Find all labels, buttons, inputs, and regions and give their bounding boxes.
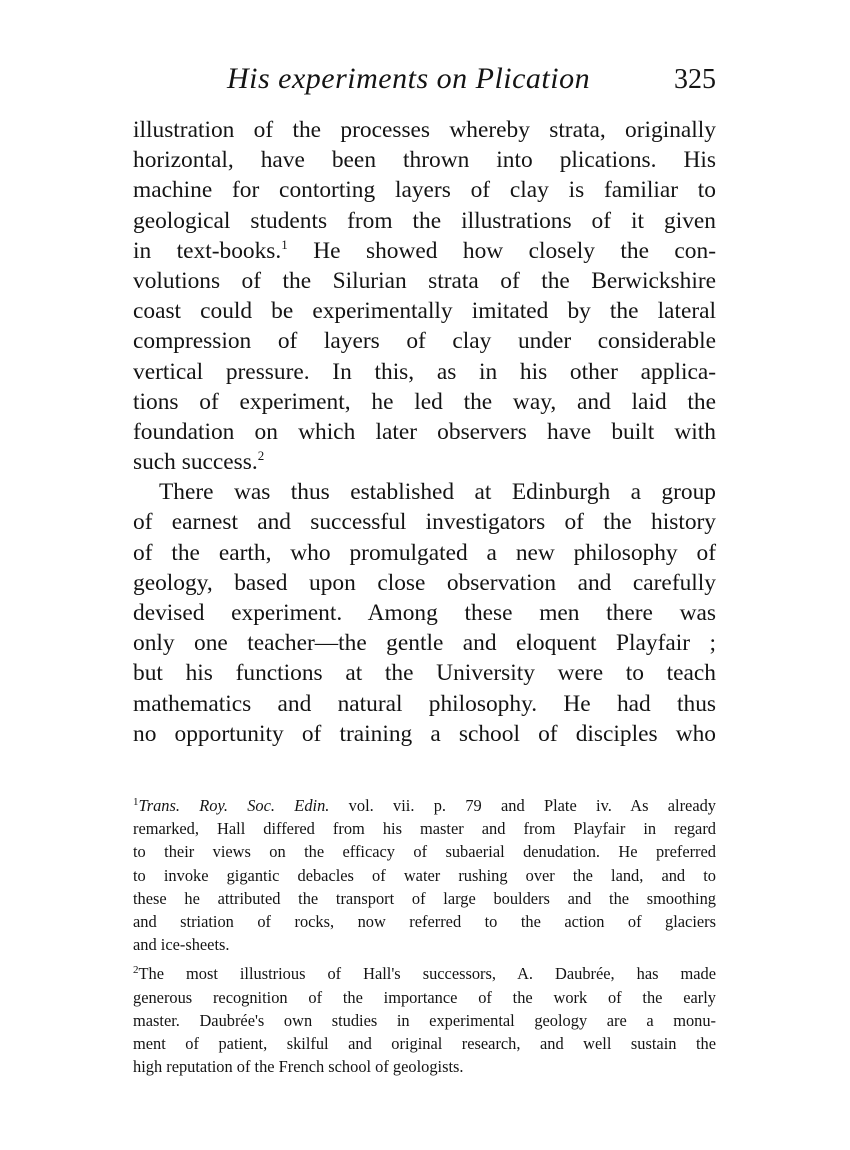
running-head <box>133 62 716 102</box>
footnote-line <box>133 794 716 817</box>
footnote-line: these he attributed the transport of large boulders and the smoothing <box>133 888 716 908</box>
footnote-citation: Trans. Roy. Soc. Edin. <box>138 796 330 815</box>
footnote-text: vol. vii. p. 79 and Plate iv. As already <box>348 796 716 815</box>
body-line-start: such success. <box>133 449 258 476</box>
body-line-start: in text-books. <box>133 237 282 264</box>
footnotes <box>133 794 716 1084</box>
body-line: only one teacher—the gentle and eloquent Playfair ; <box>133 630 716 657</box>
body-line: geology, based upon close observation and carefully <box>133 569 716 596</box>
body-line: There was thus established at Edinburgh a group <box>159 479 716 506</box>
body-line: of earnest and successful investigators of the history <box>133 509 716 536</box>
footnote-2 <box>133 962 716 1078</box>
footnote-line: master. Daubrée's own studies in experimental geology are a monu- <box>133 1010 716 1030</box>
body-line: volutions of the Silurian strata of the Berwickshire <box>133 267 716 294</box>
body-line: no opportunity of training a school of disciples who <box>133 720 716 747</box>
footnote-marker: 1 <box>133 796 139 808</box>
body-line: compression of layers of clay under considerable <box>133 328 716 355</box>
body-line: of the earth, who promulgated a new philosophy of <box>133 539 716 566</box>
body-line: geological students from the illustrations of it given <box>133 207 716 234</box>
body-line: foundation on which later observers have built with <box>133 418 716 445</box>
footnote-line <box>133 962 716 985</box>
body-line: vertical pressure. In this, as in his other applica- <box>133 358 716 385</box>
body-line: devised experiment. Among these men there was <box>133 600 716 626</box>
running-title: His experiments on Plication <box>227 62 591 95</box>
footnote-line: to their views on the efficacy of subaerial denudation. He preferred <box>133 842 716 862</box>
footnote-marker: 2 <box>133 964 139 977</box>
footnote-line: and striation of rocks, now referred to the action of glaciers <box>133 911 716 931</box>
body-line: horizontal, have been thrown into plications. His <box>133 147 716 174</box>
footnote-line: high reputation of the French school of geologists. <box>133 1057 464 1077</box>
body-line: tions of experiment, he led the way, and laid the <box>133 388 716 415</box>
body-line: machine for contorting layers of clay is familiar to <box>133 177 716 204</box>
footnote-ref-1[interactable]: 1 <box>281 236 288 252</box>
body-line-with-footnote <box>133 447 716 477</box>
footnote-text: The most illustrious of Hall's successors, A. Daubrée, has made <box>138 964 716 984</box>
body-line: coast could be experimentally imitated by the lateral <box>133 298 716 325</box>
footnote-line: and ice-sheets. <box>133 935 230 955</box>
body-line: illustration of the processes whereby strata, originally <box>133 117 716 143</box>
body-text <box>133 115 716 749</box>
body-line: but his functions at the University were to teach <box>133 660 716 687</box>
footnote-line: remarked, Hall differed from his master and from Playfair in regard <box>133 819 716 839</box>
footnote-line: ment of patient, skilful and original research, and well sustain the <box>133 1033 716 1053</box>
footnote-ref-2[interactable]: 2 <box>257 448 265 464</box>
body-line-tail: He showed how closely the con- <box>313 237 716 264</box>
footnote-1 <box>133 794 716 956</box>
footnote-line: to invoke gigantic debacles of water rushing over the land, and to <box>133 865 716 885</box>
body-line-with-footnote <box>133 236 716 266</box>
footnote-line: generous recognition of the importance of the work of the early <box>133 987 716 1007</box>
page-number: 325 <box>674 64 716 95</box>
body-line: mathematics and natural philosophy. He had thus <box>133 690 716 717</box>
